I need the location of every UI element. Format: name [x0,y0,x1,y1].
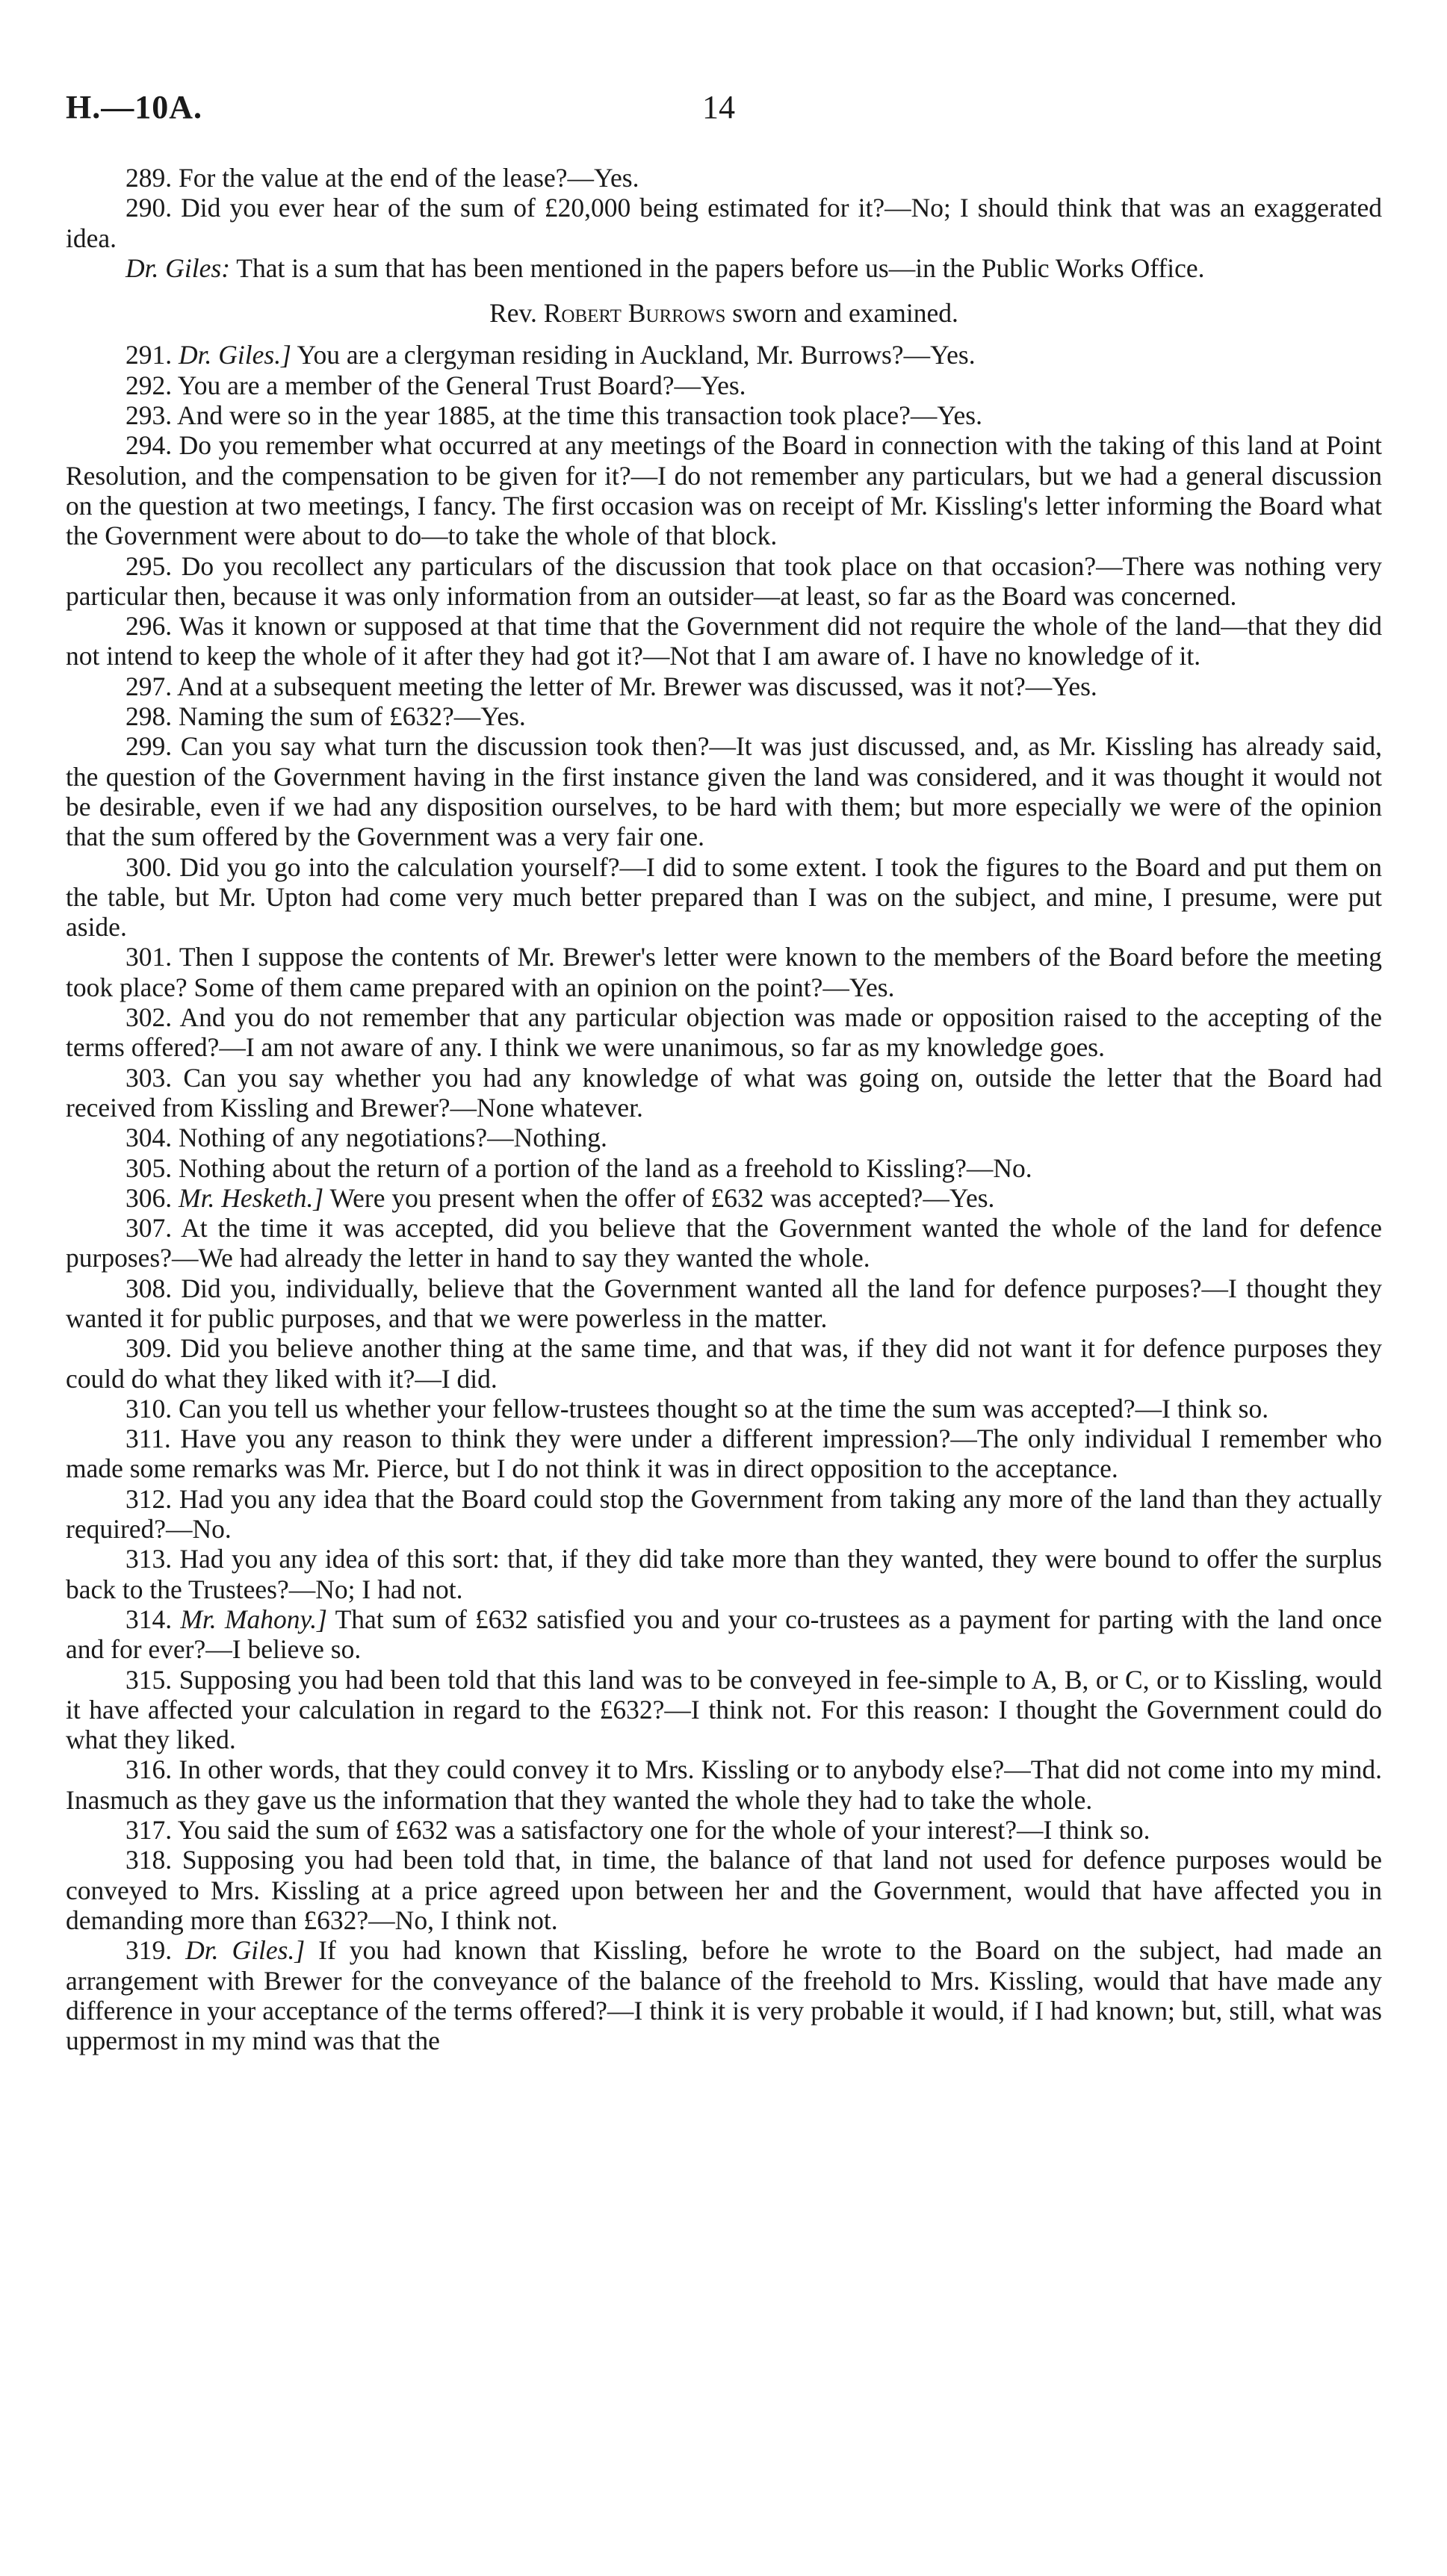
question-number: 296. [126,611,173,642]
testimony-paragraph [66,611,1382,671]
question-number: 291. [126,340,173,370]
question-number: 317. [126,1815,173,1846]
testimony-text: Have you any reason to think they were under a different impression?—The only individual I remember who made some remarks was Mr. Pierce, but I do not think it was in direct opposition to the acceptance. [66,1424,1383,1484]
testimony-text: Did you go into the calculation yourself?—I did to some extent. I took the figures to the Board and put them on the table, but Mr. Upton had come very much better prepared than I was on the subject, and mine, I presume, were put aside. [66,851,1383,943]
question-number: 297. [126,671,173,701]
testimony-paragraph [66,1213,1382,1273]
question-number: 310. [126,1393,173,1424]
testimony-text: If you had known that Kissling, before he wrote to the Board on the subject, had made an arrangement with Brewer for the conveyance of the balance of the freehold to Mrs. Kissling, would that have made any difference in your acceptance of the terms offered?—I think it is very probable it would, if I had known; but, still, what was uppermost in my mind was that the [66,1935,1382,2056]
testimony-text: Nothing of any negotiations?—Nothing. [179,1123,607,1153]
speaker-name: Dr. Giles.] [185,1935,306,1966]
testimony-paragraph [66,1754,1382,1815]
testimony-text: And were so in the year 1885, at the time this transaction took place?—Yes. [177,400,982,431]
testimony-text: And you do not remember that any particular objection was made or opposition raised to the accepting of the terms offered?—I am not aware of any. I think we were unanimous, so far as my knowledge goes. [66,1002,1383,1063]
testimony-text: Had you any idea that the Board could stop the Government from taking any more of the land than they actually required?—No. [66,1483,1382,1545]
testimony-paragraph [66,1544,1382,1604]
document-body [66,163,1382,2055]
question-number: 305. [126,1152,173,1183]
speaker-name: Mr. Hesketh.] [179,1182,324,1213]
testimony-paragraph [66,400,1382,430]
testimony-text: Then I suppose the contents of Mr. Brewer's letter were known to the members of the Board before the meeting took place? Some of them came prepared with an opinion on the point?—Yes. [66,942,1382,1002]
question-number: 303. [126,1062,173,1093]
question-number: 293. [126,400,173,431]
testimony-paragraph [66,701,1382,731]
testimony-paragraph [66,1333,1382,1394]
testimony-text: Were you present when the offer of £632 was accepted?—Yes. [329,1182,995,1213]
testimony-text: And at a subsequent meeting the letter of Mr. Brewer was discussed, was it not?—Yes. [177,671,1097,701]
testimony-paragraph [66,1665,1382,1755]
testimony-paragraph [66,1484,1382,1545]
testimony-text: You said the sum of £632 was a satisfactory one for the whole of your interest?—I think so. [177,1815,1150,1846]
testimony-text: Nothing about the return of a portion of the land as a freehold to Kissling?—No. [179,1152,1032,1183]
testimony-text: Can you tell us whether your fellow-trustees thought so at the time the sum was accepted?—I think so. [179,1393,1269,1424]
testimony-text: Can you say whether you had any knowledge of what was going on, outside the letter that the Board had received from Kissling and Brewer?—None whatever. [66,1062,1383,1123]
testimony-text: For the value at the end of the lease?—Yes. [179,163,639,193]
testimony-paragraph [66,1002,1382,1063]
testimony-text: That is a sum that has been mentioned in the papers before us—in the Public Works Office. [236,252,1205,283]
testimony-paragraph [66,1394,1382,1424]
testimony-text: Naming the sum of £632?—Yes. [179,701,526,732]
question-number: 318. [126,1845,173,1875]
testimony-text: You are a member of the General Trust Board?—Yes. [177,370,746,400]
testimony-paragraph [66,551,1382,612]
question-number: 302. [126,1002,173,1033]
question-number: 300. [126,851,173,882]
testimony-text: At the time it was accepted, did you believe that the Government wanted the whole of the land for defence purposes?—We had already the letter in hand to say they wanted the whole. [66,1213,1382,1273]
testimony-text: Did you, individually, believe that the Government wanted all the land for defence purposes?—I thought they wanted it for public purposes, and that we were powerless in the matter. [66,1273,1382,1333]
testimony-paragraph [66,1123,1382,1152]
testimony-paragraph [66,253,1382,283]
testimony-paragraph [66,340,1382,370]
testimony-text: That sum of £632 satisfied you and your co-trustees as a payment for parting with the land once and for ever?—I believe so. [66,1604,1383,1665]
testimony-paragraph [66,430,1382,550]
speaker-name: Dr. Giles: [126,252,231,283]
question-number: 309. [126,1333,173,1364]
question-number: 314. [126,1604,173,1634]
testimony-text: Did you believe another thing at the same time, and that was, if they did not want it for defence purposes they could do what they liked with it?—I did. [66,1333,1383,1394]
question-number: 301. [126,942,173,972]
question-number: 290. [126,193,173,223]
testimony-paragraph [66,852,1382,943]
paragraphs-before-heading [66,163,1382,283]
testimony-text: Did you ever hear of the sum of £20,000 being estimated for it?—No; I should think that was an exaggerated idea. [66,193,1383,253]
question-number: 294. [126,430,173,461]
witness-name: Robert Burrows [543,298,726,329]
witness-heading [66,298,1382,328]
testimony-paragraph [66,1845,1382,1935]
question-number: 306. [126,1182,173,1213]
testimony-paragraph [66,370,1382,400]
testimony-paragraph [66,1063,1382,1123]
question-number: 295. [126,550,173,581]
testimony-text: Do you remember what occurred at any meetings of the Board in connection with the taking of this land at Point Resolution, and the compensation to be given for it?—I do not remember any particulars, but we had a general discussion on the question at two meetings, I fancy. The first occasion was on receipt of Mr. Kissling's letter informing the Board what the Government were about to do—to take the whole of that block. [66,430,1382,551]
paragraphs-main [66,340,1382,2055]
question-number: 315. [126,1664,173,1695]
question-number: 308. [126,1273,173,1303]
page-number: 14 [702,89,735,125]
question-number: 313. [126,1544,173,1574]
testimony-text: Was it known or supposed at that time that the Government did not require the whole of the land—that they did not intend to keep the whole of it after they had got it?—Not that I am aware of. I have no knowledge of it. [66,611,1382,671]
question-number: 307. [126,1213,173,1244]
question-number: 312. [126,1483,173,1514]
question-number: 299. [126,731,173,762]
testimony-text: Supposing you had been told that this land was to be conveyed in fee-simple to A, B, or C, or to Kissling, would it have affected your calculation in regard to the £632?—I think not. For this reason: I thought the Government could do what they liked. [66,1664,1382,1755]
testimony-paragraph [66,1604,1382,1665]
speaker-name: Dr. Giles.] [179,340,291,370]
speaker-name: Mr. Mahony.] [180,1604,327,1634]
testimony-text: You are a clergyman residing in Auckland, Mr. Burrows?—Yes. [297,340,976,370]
question-number: 319. [126,1935,173,1966]
witness-prefix: Rev. [489,298,537,329]
testimony-paragraph [66,163,1382,193]
testimony-paragraph [66,671,1382,701]
question-number: 289. [126,163,173,193]
testimony-paragraph [66,731,1382,851]
testimony-paragraph [66,1935,1382,2055]
page-header [66,88,1381,133]
question-number: 311. [126,1424,171,1454]
testimony-paragraph [66,1815,1382,1845]
testimony-paragraph [66,1153,1382,1183]
testimony-text: Supposing you had been told that, in time, the balance of that land not used for defence purposes would be conveyed to Mrs. Kissling at a price agreed upon between her and the Government, would that have affected you in demanding more than £632?—No, I think not. [66,1845,1383,1935]
testimony-paragraph [66,1183,1382,1213]
testimony-text: Can you say what turn the discussion took then?—It was just discussed, and, as Mr. Kissling has already said, the question of the Government having in the first instance given the land was considered, and it was thought it would not be desirable, even if we had any disposition ourselves, to be hard with them; but more especially we were of the opinion that the sum offered by the Government was a very fair one. [66,731,1382,852]
testimony-text: Do you recollect any particulars of the discussion that took place on that occasion?—There was nothing very particular then, because it was only information from an outsider—at least, so far as the Board was concerned. [66,550,1383,611]
testimony-paragraph [66,193,1382,253]
testimony-text: In other words, that they could convey it to Mrs. Kissling or to anybody else?—That did not come into my mind. Inasmuch as they gave us the information that they wanted the whole they had to take the whole. [66,1754,1383,1815]
question-number: 298. [126,701,173,732]
testimony-text: Had you any idea of this sort: that, if they did take more than they wanted, they were bound to offer the surplus back to the Trustees?—No; I had not. [66,1544,1382,1604]
testimony-paragraph [66,942,1382,1002]
document-reference: H.—10A. [66,89,202,125]
testimony-paragraph [66,1273,1382,1334]
witness-suffix: sworn and examined. [732,298,958,329]
question-number: 292. [126,370,173,400]
testimony-paragraph [66,1424,1382,1484]
question-number: 304. [126,1123,173,1153]
question-number: 316. [126,1754,173,1785]
